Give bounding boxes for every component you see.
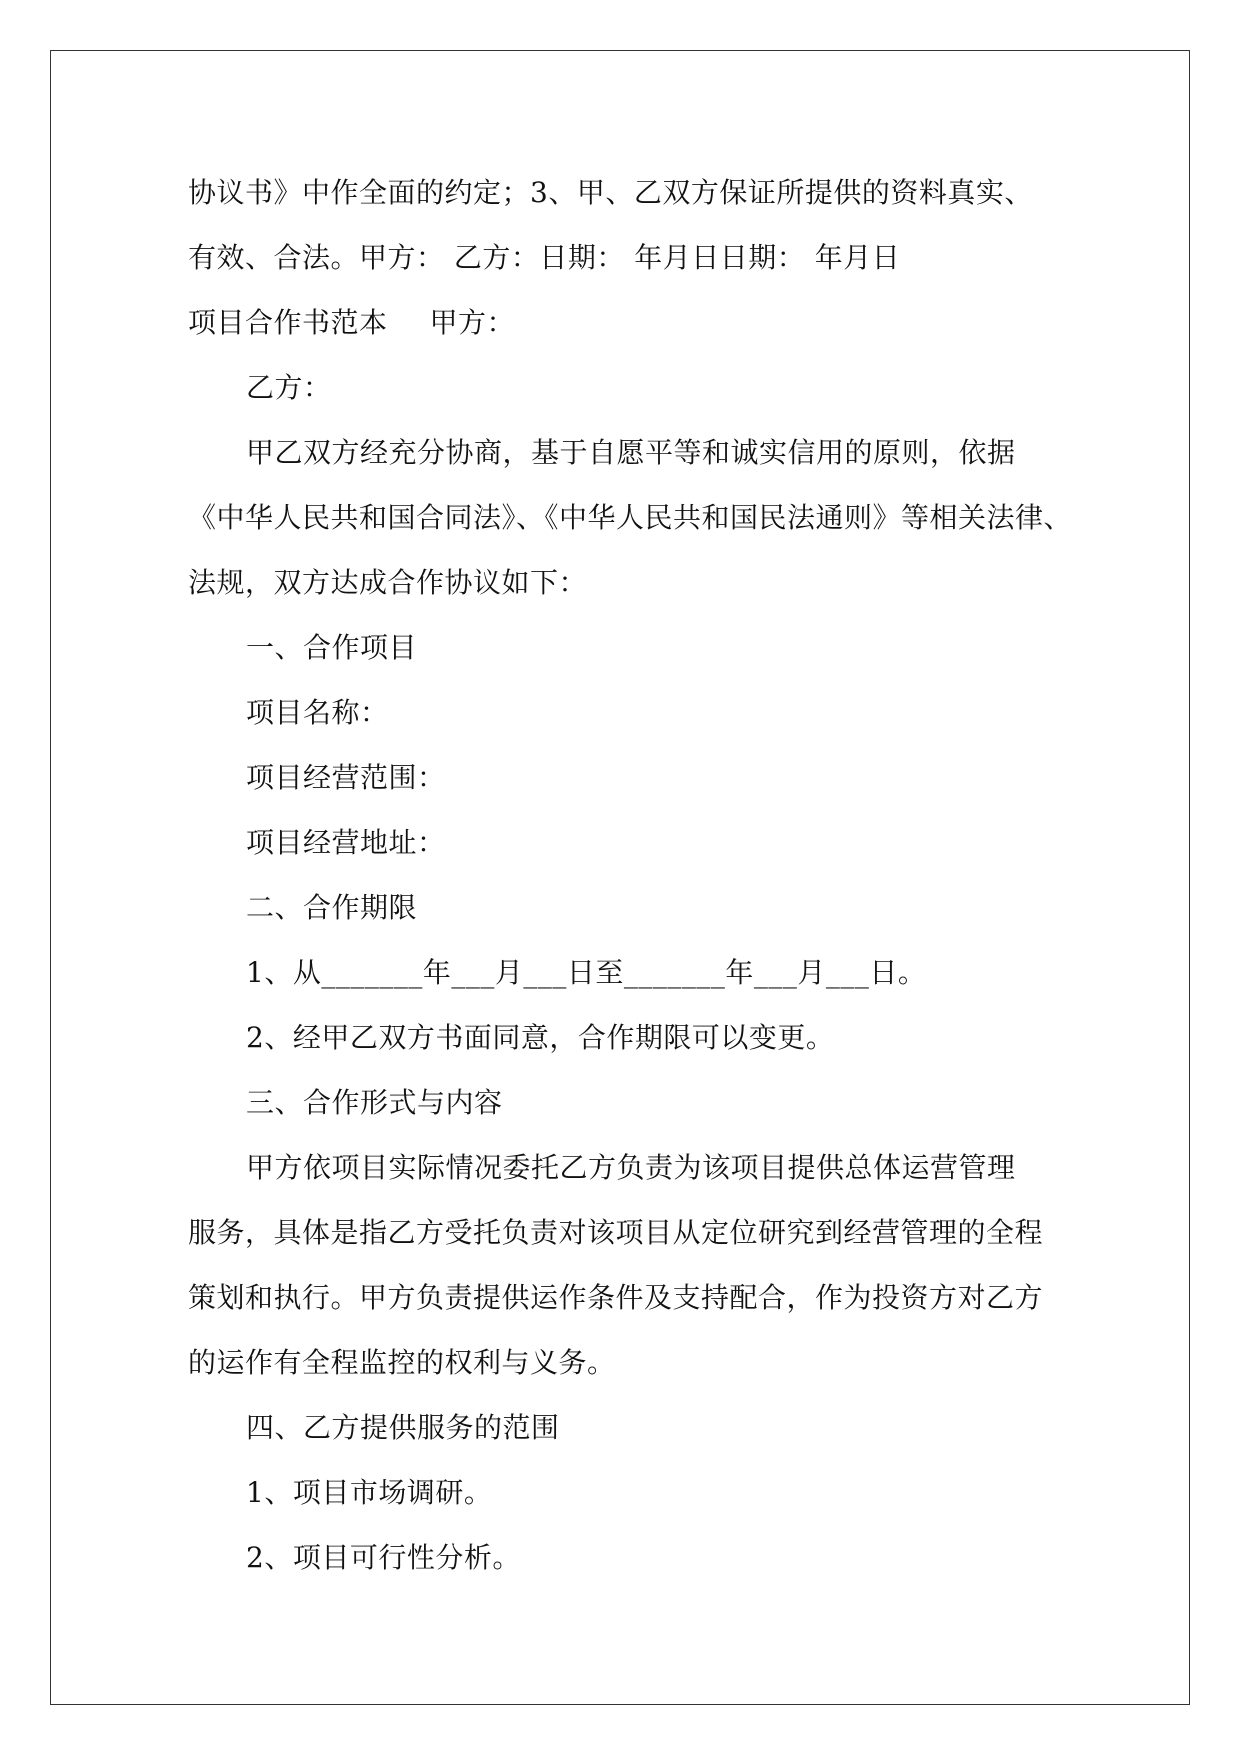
section-heading: 二、合作期限 — [246, 891, 418, 924]
section-heading: 三、合作形式与内容 — [246, 1086, 503, 1119]
paragraph-line: 《中华人民共和国合同法》、《中华人民共和国民法通则》等相关法律、 — [188, 501, 1073, 534]
paragraph-line: 策划和执行。甲方负责提供运作条件及支持配合，作为投资方对乙方 — [188, 1281, 1044, 1314]
paragraph-line: 协议书》中作全面的约定；3、甲、乙双方保证所提供的资料真实、 — [188, 176, 1033, 209]
signature-line: 有效、合法。甲方： 乙方：日期： 年月日日期： 年月日 — [188, 241, 901, 274]
field-label: 项目名称： — [246, 696, 389, 729]
paragraph-line: 甲方依项目实际情况委托乙方负责为该项目提供总体运营管理 — [246, 1151, 1016, 1184]
document-body — [188, 160, 1073, 1590]
paragraph-line: 服务，具体是指乙方受托负责对该项目从定位研究到经营管理的全程 — [188, 1216, 1044, 1249]
paragraph-line: 甲乙双方经充分协商，基于自愿平等和诚实信用的原则，依据 — [246, 436, 1016, 469]
clause-line: 1、从_______年___月___日至_______年___月___日。 — [246, 956, 927, 989]
clause-line: 2、经甲乙双方书面同意，合作期限可以变更。 — [246, 1021, 835, 1054]
section-heading: 四、乙方提供服务的范围 — [246, 1411, 560, 1444]
paragraph-line: 的运作有全程监控的权利与义务。 — [188, 1346, 616, 1379]
clause-line: 2、项目可行性分析。 — [246, 1541, 521, 1574]
document-title-line — [188, 290, 1068, 355]
party-a-label: 甲方： — [429, 306, 516, 339]
paragraph-line: 法规，双方达成合作协议如下： — [188, 566, 588, 599]
clause-line: 1、项目市场调研。 — [246, 1476, 493, 1509]
party-b-label: 乙方： — [246, 371, 332, 404]
field-label: 项目经营范围： — [246, 761, 446, 794]
section-heading: 一、合作项目 — [246, 631, 418, 664]
document-title: 项目合作书范本 — [188, 306, 388, 339]
field-label: 项目经营地址： — [246, 826, 446, 859]
